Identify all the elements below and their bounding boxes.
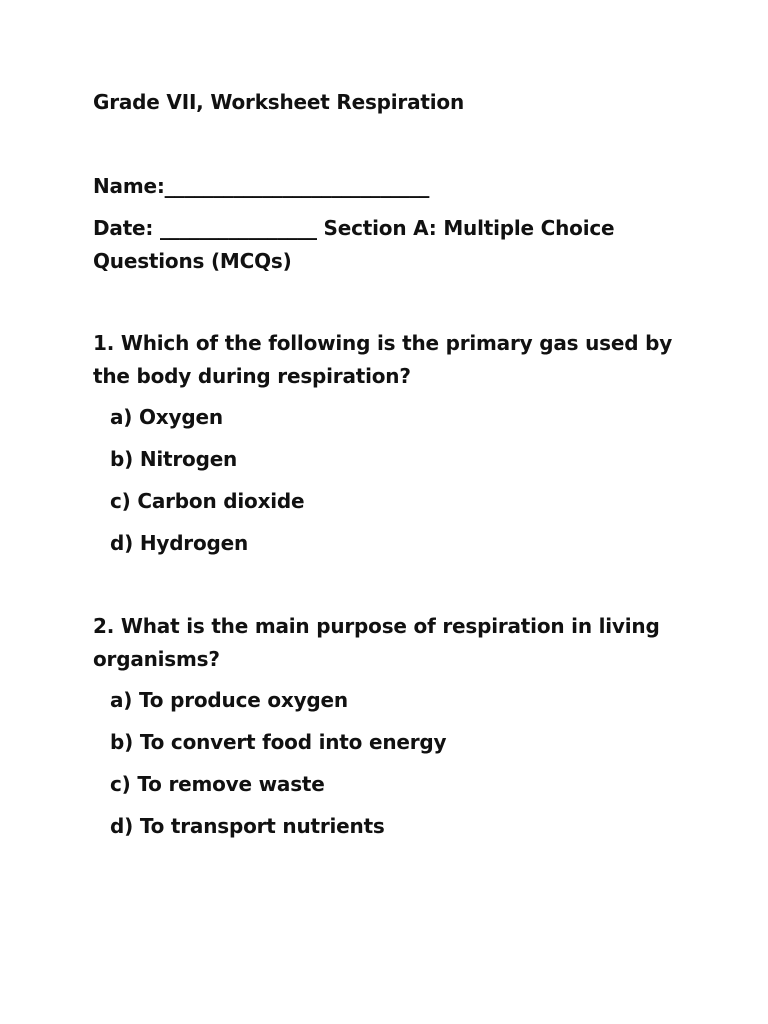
option-b: b) Nitrogen [110,447,238,471]
question-text: 1. Which of the following is the primary gas used by [93,331,673,355]
question-text: the body during respiration? [93,364,411,388]
option-a: a) To produce oxygen [110,688,348,712]
option-a: a) Oxygen [110,405,223,429]
option-c: c) Carbon dioxide [110,489,305,513]
option-b: b) To convert food into energy [110,730,447,754]
worksheet-title: Grade VII, Worksheet Respiration [93,90,464,114]
question-text: organisms? [93,647,220,671]
worksheet-page [93,0,693,1024]
option-c: c) To remove waste [110,772,325,796]
option-d: d) To transport nutrients [110,814,385,838]
date-field: Date: ________________ Section A: Multiple Choice [93,216,615,240]
option-d: d) Hydrogen [110,531,249,555]
question-text: 2. What is the main purpose of respiration in living [93,614,660,638]
section-heading: Questions (MCQs) [93,249,292,273]
name-field: Name:___________________________ [93,174,430,198]
